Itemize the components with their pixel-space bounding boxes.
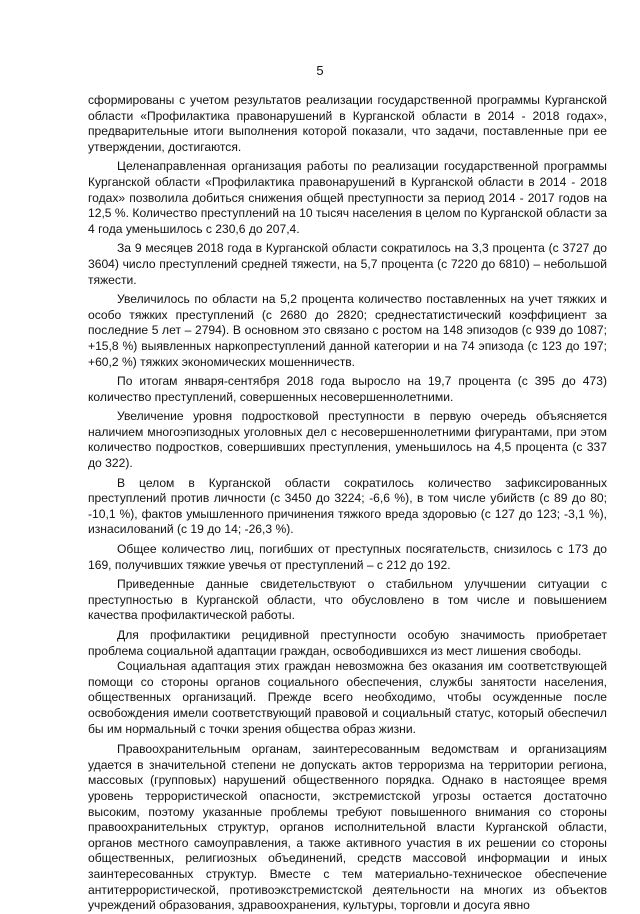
paragraph-4: Увеличилось по области на 5,2 процента количество поставленных на учет тяжких и особо тяжких преступлений (с 2680 до 2820; среднестатистический коэффициент за последние 5 лет – 2794). В основном это связано с ростом на 148 эпизодов (с 939 до 1087; +15,8 %) выявленных наркопреступлений данной категории и на 74 эпизода (с 123 до 197; +60,2 %) тяжких экономических мошенничеств.: [88, 292, 607, 369]
paragraph-1: сформированы с учетом результатов реализации государственной программы Курганской области «Профилактика правонарушений в Курганской области в 2014 - 2018 годах», предварительные итоги выполнения которой показали, что задачи, поставленные при ее утверждении, достигаются.: [88, 93, 607, 154]
paragraph-7: В целом в Курганской области сократилось количество зафиксированных преступлений против личности (с 3450 до 3224; -6,6 %), в том числе убийств (с 89 до 80; -10,1 %), фактов умышленного причинения тяжкого вреда здоровью (с 127 до 123; -3,1 %), изнасилований (с 19 до 14; -26,3 %).: [88, 475, 607, 537]
paragraph-11: Социальная адаптация этих граждан невозможна без оказания им соответствующей помощи со стороны органов социального обеспечения, службы занятости населения, общественных организаций. Прежде всего необходимо, чтобы осужденные после освобождения имели соответствующий правовой и социальный статус, который обеспечил бы им нормальный с точки зрения общества образ жизни.: [88, 659, 607, 736]
paragraph-2: Целенаправленная организация работы по реализации государственной программы Курганской области «Профилактика правонарушений в Курганской области в 2014 - 2018 годах» позволила добиться снижения общей преступности за период 2014 - 2017 годов на 12,5 %. Количество преступлений на 10 тысяч населения в целом по Курганской области за 4 года уменьшилось с 230,6 до 207,4.: [88, 159, 607, 236]
page-number: 5: [316, 63, 324, 78]
paragraph-5: По итогам января-сентября 2018 года выросло на 19,7 процента (с 395 до 473) количество преступлений, совершенных несовершеннолетними.: [88, 374, 607, 404]
body-text: [88, 93, 607, 914]
paragraph-10: Для профилактики рецидивной преступности особую значимость приобретает проблема социальной адаптации граждан, освободившихся из мест лишения свободы.: [88, 628, 607, 658]
paragraph-6: Увеличение уровня подростковой преступности в первую очередь объясняется наличием многоэпизодных уголовных дел с несовершеннолетними фигурантами, при этом количество подростков, совершивших преступления, уменьшилось на 4,5 процента (с 337 до 322).: [88, 409, 607, 471]
paragraph-12: Правоохранительным органам, заинтересованным ведомствам и организациям удается в значительной степени не допускать актов терроризма на территории региона, массовых (групповых) нарушений общественного порядка. Однако в настоящее время уровень террористической опасности, экстремистской угрозы остается достаточно высоким, поэтому указанные проблемы требуют повышенного внимания со стороны правоохранительных структур, органов исполнительной власти Курганской области, органов местного самоуправления, а также активного участия в их решении со стороны общественных, религиозных объединений, средств массовой информации и иных заинтересованных структур. Вместе с тем материально-техническое обеспечение антитеррористической, противоэкстремистской деятельности на многих из объектов учреждений образования, здравоохранения, культуры, торговли и досуга явно: [88, 742, 607, 913]
paragraph-9: Приведенные данные свидетельствуют о стабильном улучшении ситуации с преступностью в Курганской области, что обусловлено в том числе и повышением качества профилактической работы.: [88, 577, 607, 623]
paragraph-3: За 9 месяцев 2018 года в Курганской области сократилось на 3,3 процента (с 3727 до 3604) число преступлений средней тяжести, на 5,7 процента (с 7220 до 6810) – небольшой тяжести.: [88, 241, 607, 287]
paragraph-8: Общее количество лиц, погибших от преступных посягательств, снизилось с 173 до 169, получивших тяжкие увечья от преступлений – с 212 до 192.: [88, 542, 607, 572]
